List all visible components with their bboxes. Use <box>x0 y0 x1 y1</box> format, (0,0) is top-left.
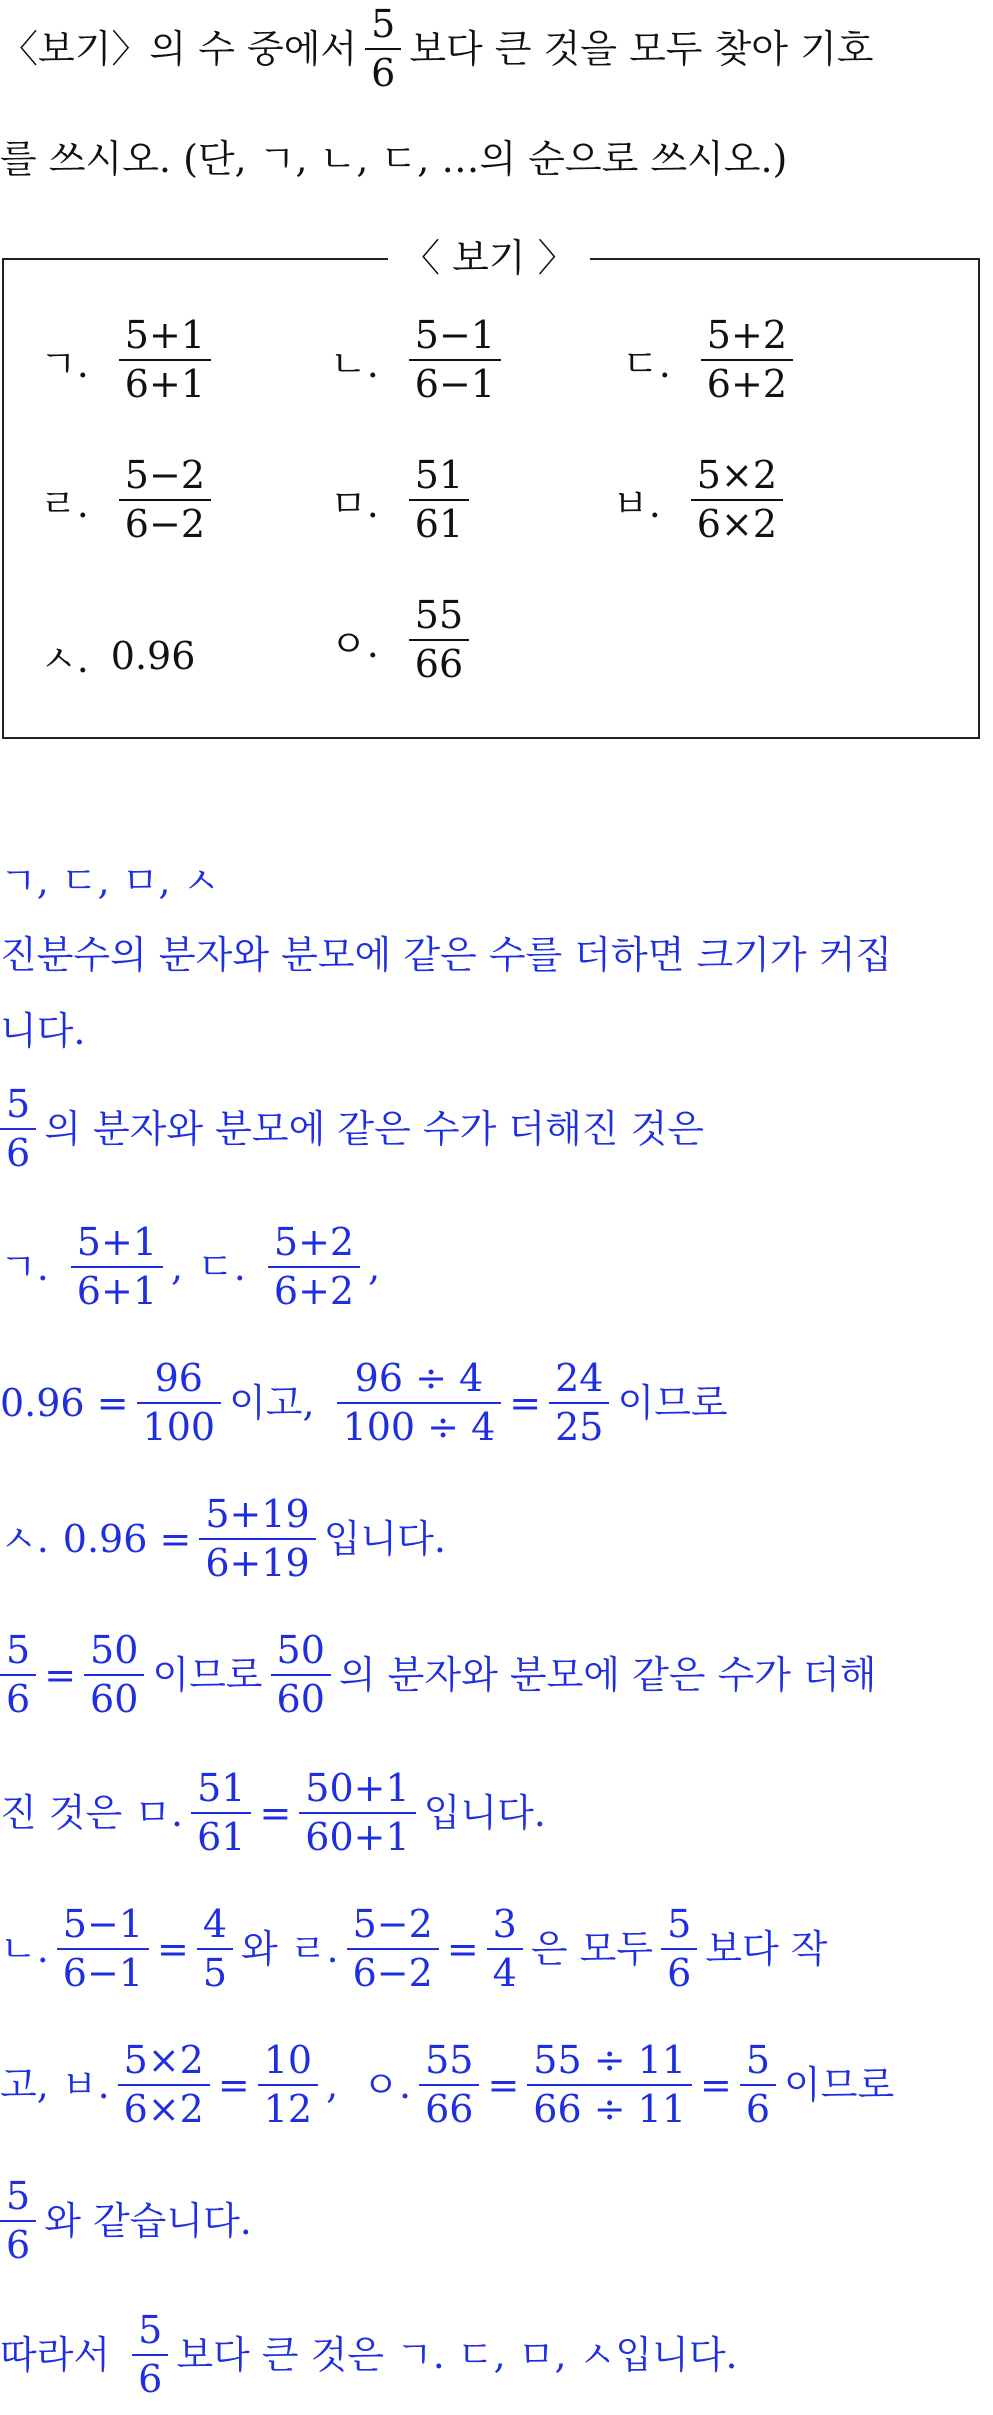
fraction: $\frac{5}{6}$ <box>0 1630 36 1720</box>
fraction: $\frac{5}{6}$ <box>0 1084 36 1174</box>
explanation-line: 0.96 = $\frac{96}{100}$ 이고, $\frac{96 \div 4}{100 \div 4}$ = $\frac{24}{25}$ 이므로 <box>0 1356 728 1450</box>
fraction: $\frac{5-2}{6-2}$ <box>347 1904 439 1994</box>
fraction: $\frac{55 \div 11}{66 \div 11}$ <box>527 2040 692 2130</box>
question-text-b: 보다 큰 것을 모두 찾아 기호 <box>409 27 874 72</box>
box-item-digeut: ㄷ. $\frac{5+2}{6+2}$ <box>622 315 801 405</box>
fraction: $\frac{5\times 2}{6\times 2}$ <box>118 2040 210 2130</box>
explanation-line: 니다. <box>0 1009 86 1053</box>
question-line-1 <box>0 4 874 94</box>
explanation-line: ㄴ. $\frac{5-1}{6-1}$ = $\frac{4}{5}$ 와 ㄹ. $\frac{5-2}{6-2}$ = $\frac{3}{4}$ 은 모두 $\frac{5}{6}$ 보다 작 <box>0 1902 828 1996</box>
fraction: $\frac{4}{5}$ <box>197 1904 233 1994</box>
fraction: $\frac{5+1}{6+1}$ <box>119 315 211 405</box>
fraction: $\frac{5}{6}$ <box>0 2176 36 2266</box>
explanation-conclusion: 따라서 $\frac{5}{6}$ 보다 큰 것은 ㄱ. ㄷ, ㅁ, ㅅ입니다. <box>0 2308 738 2402</box>
fraction: $\frac{96}{100}$ <box>137 1358 222 1448</box>
fraction: $\frac{5+19}{6+19}$ <box>199 1494 315 1584</box>
fraction: $\frac{5-1}{6-1}$ <box>409 315 501 405</box>
fraction: $\frac{5+1}{6+1}$ <box>71 1222 163 1312</box>
box-item-giyeok: ㄱ. $\frac{5+1}{6+1}$ <box>40 315 219 405</box>
fraction: $\frac{51}{61}$ <box>191 1768 251 1858</box>
box-item-nieun: ㄴ. $\frac{5-1}{6-1}$ <box>330 315 509 405</box>
example-box-title: 〈 보기 〉 <box>388 236 590 280</box>
fraction: $\frac{5+2}{6+2}$ <box>701 315 793 405</box>
explanation-line: 진분수의 분자와 분모에 같은 수를 더하면 크기가 커집 <box>0 933 893 977</box>
question-line-2 <box>0 137 788 181</box>
fraction: $\frac{50+1}{60+1}$ <box>299 1768 415 1858</box>
explanation-line: $\frac{5}{6}$ = $\frac{50}{60}$ 이므로 $\frac{50}{60}$ 의 분자와 분모에 같은 수가 더해 <box>0 1630 876 1720</box>
explanation-line: $\frac{5}{6}$ 의 분자와 분모에 같은 수가 더해진 것은 <box>0 1084 704 1174</box>
fraction: $\frac{5+2}{6+2}$ <box>268 1222 360 1312</box>
explanation-line: ㅅ. 0.96 = $\frac{5+19}{6+19}$ 입니다. <box>0 1492 446 1586</box>
box-item-rieul: ㄹ. $\frac{5-2}{6-2}$ <box>40 455 219 545</box>
explanation-line: 고, ㅂ. $\frac{5\times 2}{6\times 2}$ = $\frac{10}{12}$ , ㅇ. $\frac{55}{66}$ = $\frac{55 \div 11}{66 \div 11}$ = $\frac{5}{6}$ 이므로 <box>0 2038 895 2132</box>
fraction: $\frac{51}{61}$ <box>409 455 469 545</box>
question-text-a: 〈보기〉의 수 중에서 <box>0 27 358 72</box>
box-item-bieup: ㅂ. $\frac{5\times 2}{6\times 2}$ <box>612 455 791 545</box>
fraction: $\frac{5}{6}$ <box>132 2310 168 2400</box>
fraction: $\frac{96 \div 4}{100 \div 4}$ <box>337 1358 502 1448</box>
fraction: $\frac{5-2}{6-2}$ <box>119 455 211 545</box>
fraction: $\frac{55}{66}$ <box>409 595 469 685</box>
box-item-siot: ㅅ. 0.96 <box>40 633 196 681</box>
fraction: $\frac{5}{6}$ <box>365 4 401 94</box>
fraction: $\frac{5-1}{6-1}$ <box>57 1904 149 1994</box>
box-item-ieung: ㅇ. $\frac{55}{66}$ <box>330 595 477 685</box>
fraction: $\frac{24}{25}$ <box>549 1358 609 1448</box>
explanation-line: ㄱ. $\frac{5+1}{6+1}$ , ㄷ. $\frac{5+2}{6+2}$ , <box>0 1220 381 1314</box>
box-item-mieum: ㅁ. $\frac{51}{61}$ <box>330 455 477 545</box>
fraction: $\frac{55}{66}$ <box>419 2040 479 2130</box>
fraction: $\frac{5\times 2}{6\times 2}$ <box>691 455 783 545</box>
fraction: $\frac{50}{60}$ <box>84 1630 144 1720</box>
question-text-c: 를 쓰시오. (단, ㄱ, ㄴ, ㄷ, …의 순으로 쓰시오.) <box>0 137 788 181</box>
fraction: $\frac{5}{6}$ <box>740 2040 776 2130</box>
answer-result: ㄱ, ㄷ, ㅁ, ㅅ <box>0 859 220 903</box>
fraction: $\frac{50}{60}$ <box>271 1630 331 1720</box>
explanation-line: 진 것은 ㅁ. $\frac{51}{61}$ = $\frac{50+1}{60+1}$ 입니다. <box>0 1766 546 1860</box>
fraction: $\frac{10}{12}$ <box>258 2040 318 2130</box>
fraction: $\frac{5}{6}$ <box>661 1904 697 1994</box>
explanation-line: $\frac{5}{6}$ 와 같습니다. <box>0 2176 252 2266</box>
fraction: $\frac{3}{4}$ <box>487 1904 523 1994</box>
